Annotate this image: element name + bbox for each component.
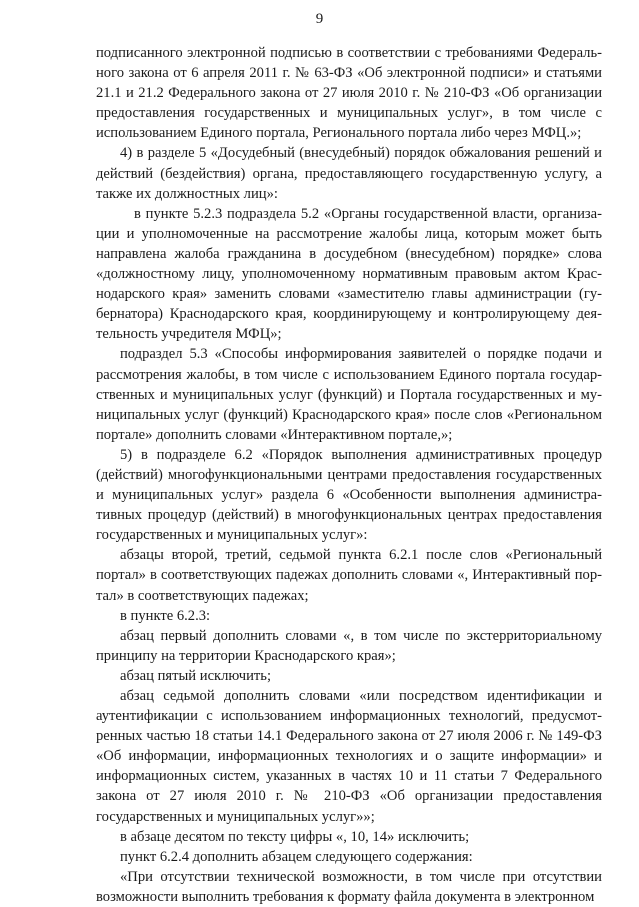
paragraph-5: абзацы второй, третий, седьмой пункта 6.2.1 после слов «Региональный портал» в соответствующих падежах дополнить словами «, Интерактивный портал» в соответствующих падежах;: [96, 547, 602, 604]
paragraph-8: абзац пятый исключить;: [120, 667, 272, 684]
paragraph-1: 4) в разделе 5 «Досудебный (внесудебный) порядок обжалования решений и действий (бездействия) органа, предоставляющего государственную услугу, а также их должностных лиц»:: [96, 145, 602, 202]
page-number: 9: [315, 11, 324, 27]
paragraph-11: пункт 6.2.4 дополнить абзацем следующего содержания:: [120, 848, 473, 865]
paragraph-0: подписанного электронной подписью в соответствии с требованиями Федерального закона от 6 апреля 2011 г. № 63-ФЗ «Об электронной подписи» и статьями 21.1 и 21.2 Федерального закона от 27 июля 2010 г. № 210-ФЗ «Об организации предоставления государственных и муниципальных услуг», в том числе с использованием Единого портала, Регионального портала либо через МФЦ.»;: [96, 45, 602, 142]
document-body: [96, 43, 602, 907]
paragraph-2: в пункте 5.2.3 подраздела 5.2 «Органы государственной власти, организации и уполномоченные на рассмотрение жалобы лица, которым может быть направлена жалоба гражданина в досудебном (внесудебном) порядке» слова «должностному лицу, уполномоченному нормативным правовым актом Краснодарского края» заменить словами «заместителю главы администрации (губернатора) Краснодарского края, координирующему и контролирующему деятельность учредителя МФЦ»;: [96, 205, 602, 343]
paragraph-4: 5) в подразделе 6.2 «Порядок выполнения административных процедур (действий) многофункциональными центрами предоставления государственных и муниципальных услуг» раздела 6 «Особенности выполнения административных процедур (действий) в многофункциональных центрах предоставления государственных и муниципальных услуг»:: [96, 446, 602, 544]
paragraph-7: абзац первый дополнить словами «, в том числе по экстерриториальному принципу на территории Краснодарского края»;: [96, 627, 602, 664]
paragraph-9: абзац седьмой дополнить словами «или посредством идентификации и аутентификации с использованием информационных технологий, предусмотренных частью 18 статьи 14.1 Федерального закона от 27 июля 2006 г. № 149-ФЗ «Об информации, информационных технологиях и о защите информации» и информационных систем, указанных в частях 10 и 11 статьи 7 Федерального закона от 27 июля 2010 г. № 210-ФЗ «Об организации предоставления государственных и муниципальных услуг»»;: [96, 688, 602, 825]
paragraph-12: «При отсутствии технической возможности, в том числе при отсутствии возможности выполнить требования к формату файла документа в электронном: [96, 868, 602, 905]
paragraph-10: в абзаце десятом по тексту цифры «, 10, 14» исключить;: [120, 828, 470, 845]
paragraph-6: в пункте 6.2.3:: [120, 607, 211, 624]
paragraph-3: подраздел 5.3 «Способы информирования заявителей о порядке подачи и рассмотрения жалобы, в том числе с использованием Единого портала государственных и муниципальных услуг (функций) и Портала государственных и муниципальных услуг (функций) Краснодарского края» после слов «Региональном портале» дополнить словами «Интерактивном портале,»;: [96, 346, 602, 443]
